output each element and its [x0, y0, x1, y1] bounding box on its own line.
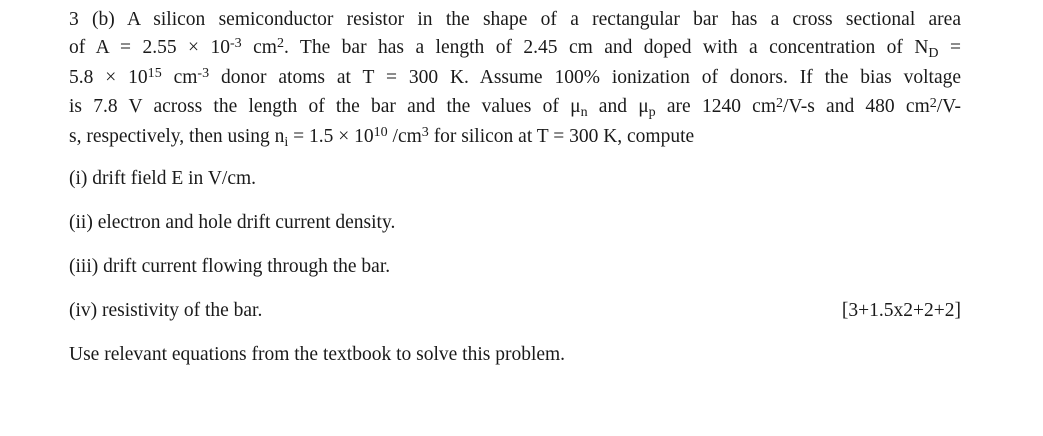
question-item-ii: (ii) electron and hole drift current density.	[69, 212, 396, 233]
problem-paragraph	[69, 6, 961, 153]
paragraph-line-5: s, respectively, then using $n_i = 1.5 \times 10^{10}$ $/cm^3$ for silicon at T = 300 K, compute	[69, 124, 695, 151]
paragraph-line-2: of $A = 2.55 \times 10^{-3}$ $cm^2$. The bar has a length of 2.45 cm and doped with a concentration of $N_D$ =	[69, 34, 961, 61]
question-item-iv: (iv) resistivity of the bar.	[69, 300, 263, 321]
paragraph-line-1: 3 (b) A silicon semiconductor resistor in the shape of a rectangular bar has a cross sectional area	[69, 9, 961, 30]
question-item-iii: (iii) drift current flowing through the bar.	[69, 256, 391, 277]
problem-statement	[69, 6, 962, 365]
marks-allocation: [3+1.5x2+2+2]	[841, 300, 961, 321]
paragraph-line-4: is 7.8 V across the length of the bar and the values of $\mu_n$ and $\mu_p$ are 1240 $cm^2/V-s$ and 480 $cm^2/V-$	[69, 94, 961, 121]
question-item-i: (i) drift field E in V/cm.	[69, 168, 257, 189]
paragraph-line-3: $5.8 \times 10^{15}$ $cm^{-3}$ donor atoms at T = 300 K. Assume 100% ionization of donors. If the bias voltage	[69, 64, 962, 88]
footer-instruction: Use relevant equations from the textbook to solve this problem.	[69, 344, 566, 365]
